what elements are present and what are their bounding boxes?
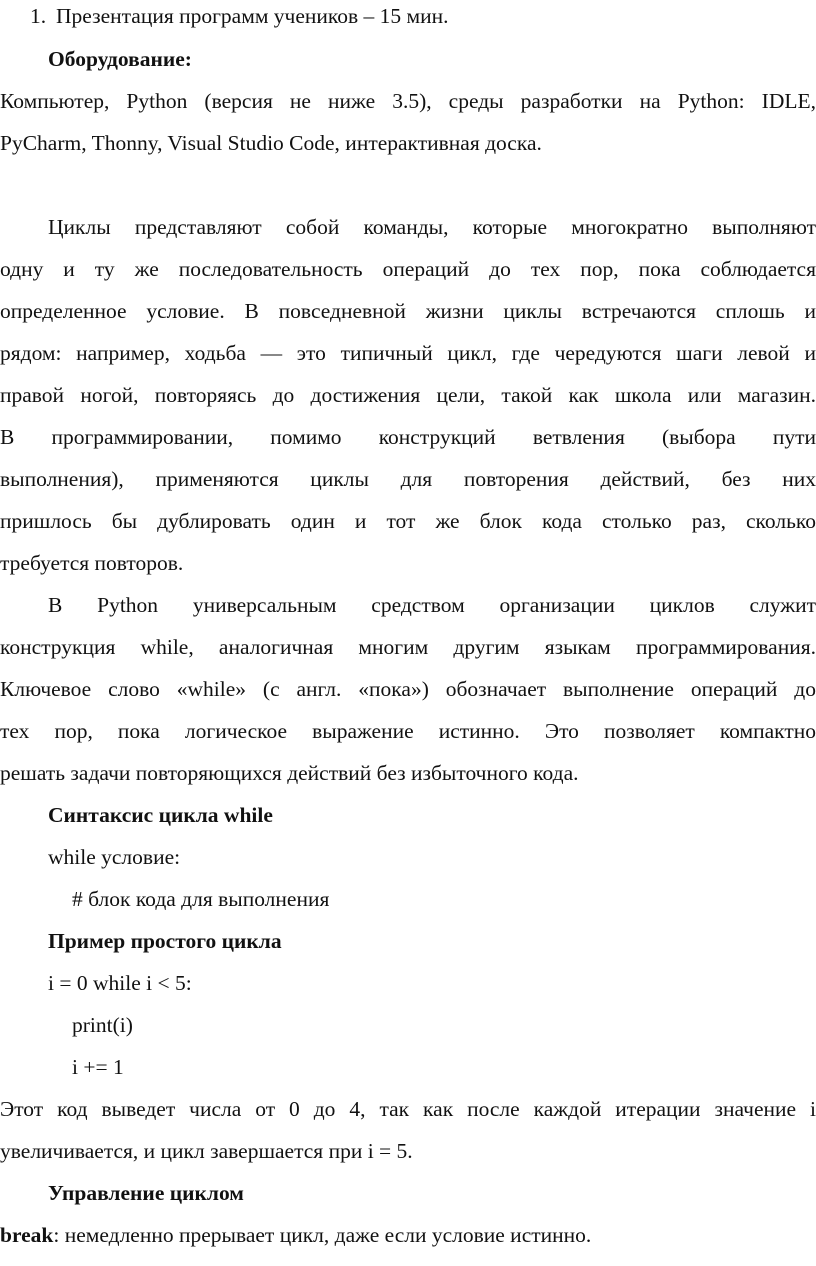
explanation-line: Этот код выведет числа от 0 до 4, так как после каждой итерации значение i: [0, 1097, 816, 1121]
paragraph-line: пришлось бы дублировать один и тот же блок кода столько раз, сколько: [0, 509, 816, 533]
break-term: break: [0, 1223, 54, 1247]
example-heading: Пример простого цикла: [48, 929, 282, 953]
paragraph-line: одну и ту же последовательность операций до тех пор, пока соблюдается: [0, 257, 816, 281]
paragraph-line: конструкция while, аналогичная многим другим языкам программирования.: [0, 635, 816, 659]
list-item-1: [0, 2, 816, 30]
paragraph-line: В Python универсальным средством организации циклов служит: [48, 593, 816, 617]
break-text: : немедленно прерывает цикл, даже если условие истинно.: [53, 1223, 592, 1247]
equipment-line: PyCharm, Thonny, Visual Studio Code, интерактивная доска.: [0, 131, 542, 155]
paragraph-line: Ключевое слово «while» (с англ. «пока») обозначает выполнение операций до: [0, 677, 816, 701]
code-line: print(i): [72, 1013, 133, 1037]
paragraph-line: тех пор, пока логическое выражение истинно. Это позволяет компактно: [0, 719, 816, 743]
control-heading: Управление циклом: [48, 1181, 244, 1205]
paragraph-line: рядом: например, ходьба — это типичный цикл, где чередуются шаги левой и: [0, 341, 816, 365]
paragraph-line: требуется повторов.: [0, 551, 184, 575]
break-definition: [0, 1221, 816, 1249]
paragraph-line: определенное условие. В повседневной жизни циклы встречаются сплошь и: [0, 299, 816, 323]
paragraph-line: выполнения), применяются циклы для повторения действий, без них: [0, 467, 816, 491]
paragraph-line: решать задачи повторяющихся действий без избыточного кода.: [0, 761, 579, 785]
code-line: i = 0 while i < 5:: [48, 971, 192, 995]
equipment-line: Компьютер, Python (версия не ниже 3.5), среды разработки на Python: IDLE,: [0, 89, 816, 113]
paragraph-line: Циклы представляют собой команды, которые многократно выполняют: [48, 215, 816, 239]
code-line: while условие:: [48, 845, 181, 869]
paragraph-line: правой ногой, повторяясь до достижения цели, такой как школа или магазин.: [0, 383, 816, 407]
equipment-heading: Оборудование:: [48, 47, 192, 71]
code-line: i += 1: [72, 1055, 124, 1079]
code-line: # блок кода для выполнения: [72, 887, 330, 911]
list-item-text: Презентация программ учеников – 15 мин.: [56, 4, 449, 28]
list-number: 1.: [30, 4, 47, 28]
syntax-heading: Синтаксис цикла while: [48, 803, 273, 827]
paragraph-line: В программировании, помимо конструкций ветвления (выбора пути: [0, 425, 816, 449]
explanation-line: увеличивается, и цикл завершается при i = 5.: [0, 1139, 413, 1163]
